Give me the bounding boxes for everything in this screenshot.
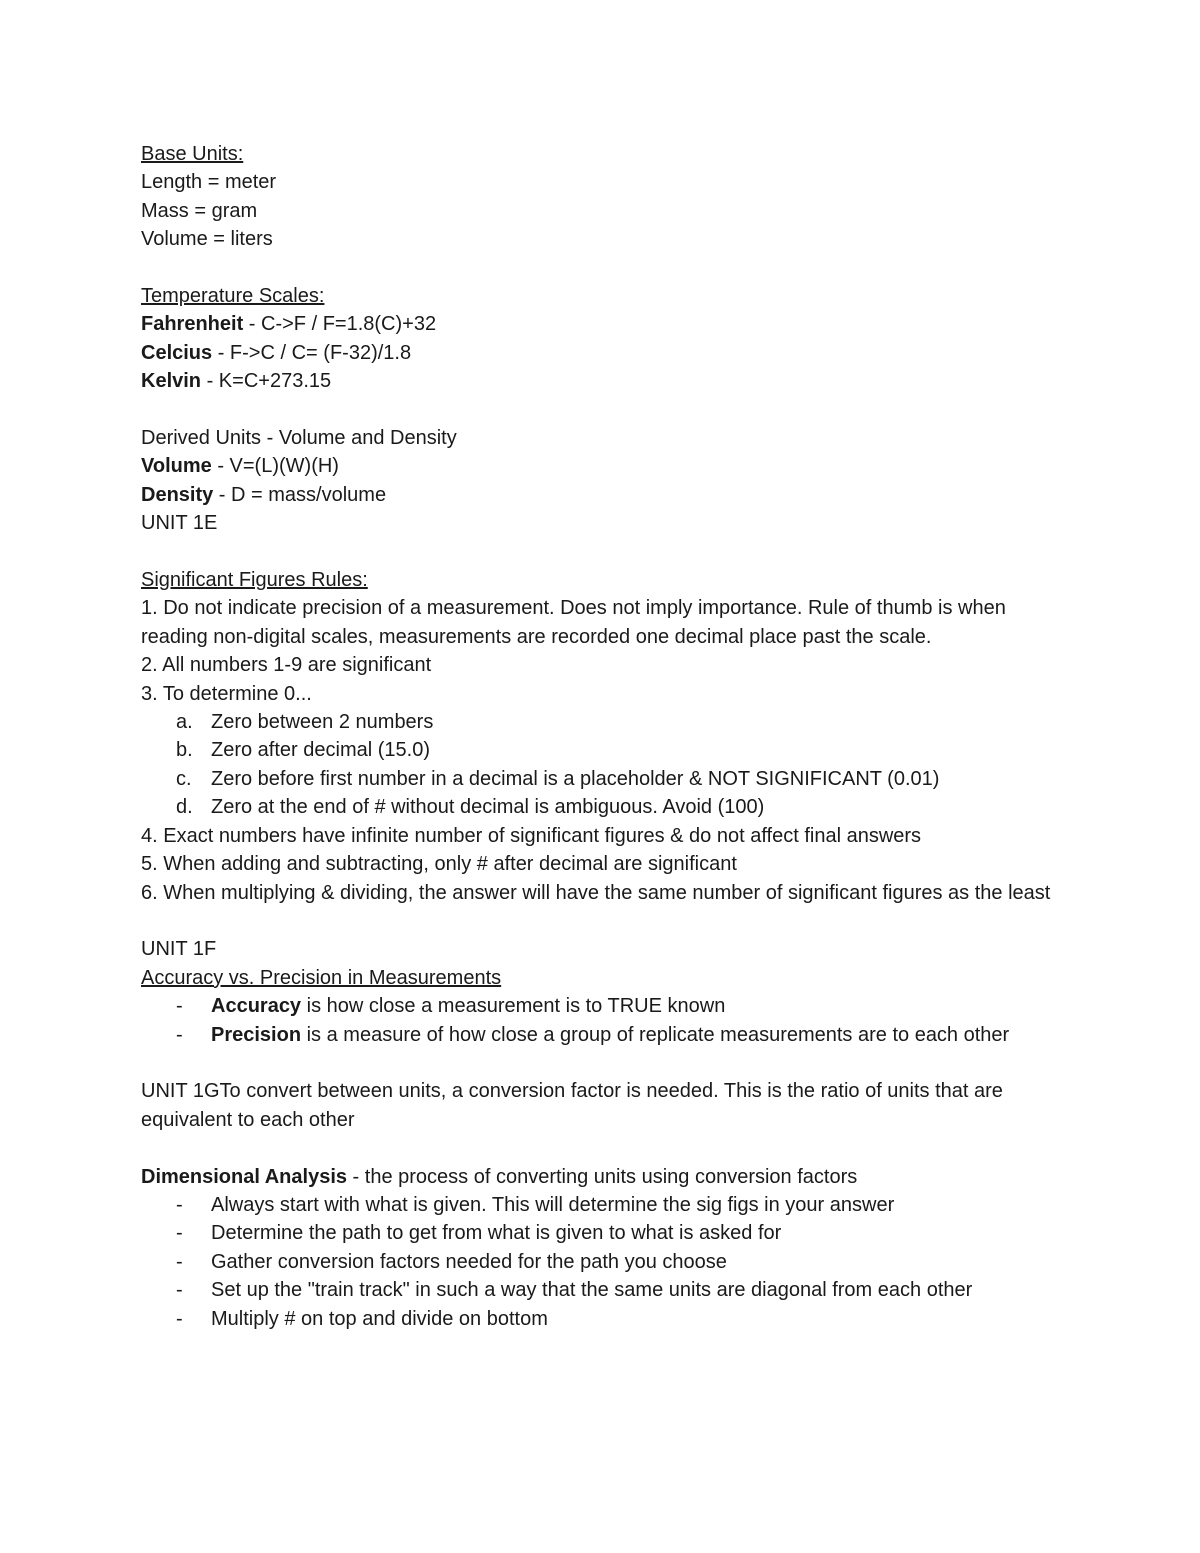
list-item-text: Zero between 2 numbers [211,711,434,734]
unit-1f-label: UNIT 1F [141,938,217,961]
list-marker: b. [176,739,193,762]
temperature-kelvin [141,367,1071,395]
temperature-fahrenheit [141,310,1071,338]
term-density: Density [141,483,214,506]
dimensional-analysis-text: - the process of converting units using conversion factors [347,1165,858,1188]
list-item [141,1191,1071,1219]
list-item-text: Determine the path to get from what is given to what is asked for [211,1222,782,1245]
dimensional-analysis-list [141,1191,1071,1333]
list-marker: - [176,1250,183,1273]
list-item [141,992,1071,1020]
spacer [141,254,1071,282]
sigfigs-rule-4: 4. Exact numbers have infinite number of significant figures & do not affect final answers [141,824,922,847]
derived-density [141,481,1071,509]
term-dimensional-analysis: Dimensional Analysis [141,1165,347,1188]
sigfigs-rule-1: 1. Do not indicate precision of a measurement. Does not imply importance. Rule of thumb is when reading non-digital scales, measurements are recorded one decimal place past the scale. [141,597,1012,648]
spacer [141,1049,1071,1077]
sigfigs-heading: Significant Figures Rules: [141,569,368,592]
list-item [141,1219,1071,1247]
list-item-text: Zero after decimal (15.0) [211,739,430,762]
list-item-text: Gather conversion factors needed for the path you choose [211,1250,727,1273]
formula-volume: - V=(L)(W)(H) [211,455,339,478]
list-item [141,1276,1071,1304]
list-marker: d. [176,796,193,819]
sigfigs-rule-6: 6. When multiplying & dividing, the answer will have the same number of significant figures as the least [141,881,1051,904]
term-precision: Precision [211,1023,302,1046]
unit-1e-label: UNIT 1E [141,512,218,535]
list-marker: - [176,1307,183,1330]
list-marker: c. [176,767,192,790]
spacer [141,1134,1071,1162]
list-marker: - [176,1222,183,1245]
dimensional-analysis-definition [141,1163,1071,1191]
term-celcius: Celcius [141,341,213,364]
term-kelvin: Kelvin [141,370,202,393]
accuracy-precision-heading: Accuracy vs. Precision in Measurements [141,966,502,989]
list-marker: a. [176,711,193,734]
list-item [141,1021,1071,1049]
base-unit-volume: Volume = liters [141,228,273,251]
formula-density: - D = mass/volume [213,483,387,506]
term-volume: Volume [141,455,212,478]
document-page [141,140,1071,1333]
spacer [141,538,1071,566]
list-marker: - [176,1023,183,1046]
list-item [141,1248,1071,1276]
sigfigs-rule-2: 2. All numbers 1-9 are significant [141,654,432,677]
list-item [141,708,1071,736]
sigfigs-rule-5: 5. When adding and subtracting, only # after decimal are significant [141,853,737,876]
term-accuracy: Accuracy [211,995,302,1018]
derived-heading: Derived Units - Volume and Density [141,427,457,450]
formula-celcius: - F->C / C= (F-32)/1.8 [212,341,412,364]
list-item-text: is a measure of how close a group of replicate measurements are to each other [301,1023,1010,1046]
list-item [141,793,1071,821]
base-units-heading: Base Units: [141,143,244,165]
spacer [141,396,1071,424]
list-item [141,765,1071,793]
unit-1g-paragraph: UNIT 1GTo convert between units, a conversion factor is needed. This is the ratio of units that are equivalent to each other [141,1080,1009,1131]
list-item-text: Always start with what is given. This will determine the sig figs in your answer [211,1193,895,1216]
list-item [141,1305,1071,1333]
list-item [141,736,1071,764]
list-marker: - [176,995,183,1018]
formula-fahrenheit: - C->F / F=1.8(C)+32 [243,313,437,336]
term-fahrenheit: Fahrenheit [141,313,244,336]
list-item-text: Multiply # on top and divide on bottom [211,1307,548,1330]
sigfigs-sublist [141,708,1071,822]
accuracy-precision-list [141,992,1071,1049]
derived-volume [141,452,1071,480]
spacer [141,907,1071,935]
list-marker: - [176,1279,183,1302]
base-unit-mass: Mass = gram [141,199,258,222]
list-item-text: Zero at the end of # without decimal is ambiguous. Avoid (100) [211,796,765,819]
list-item-text: Set up the "train track" in such a way that the same units are diagonal from each other [211,1279,973,1302]
list-item-text: is how close a measurement is to TRUE known [301,995,726,1018]
list-marker: - [176,1193,183,1216]
temperature-celcius [141,339,1071,367]
base-unit-length: Length = meter [141,171,277,194]
list-item-text: Zero before first number in a decimal is a placeholder & NOT SIGNIFICANT (0.01) [211,767,940,790]
sigfigs-rule-3: 3. To determine 0... [141,682,312,705]
temperature-heading: Temperature Scales: [141,285,325,308]
formula-kelvin: - K=C+273.15 [201,370,332,393]
